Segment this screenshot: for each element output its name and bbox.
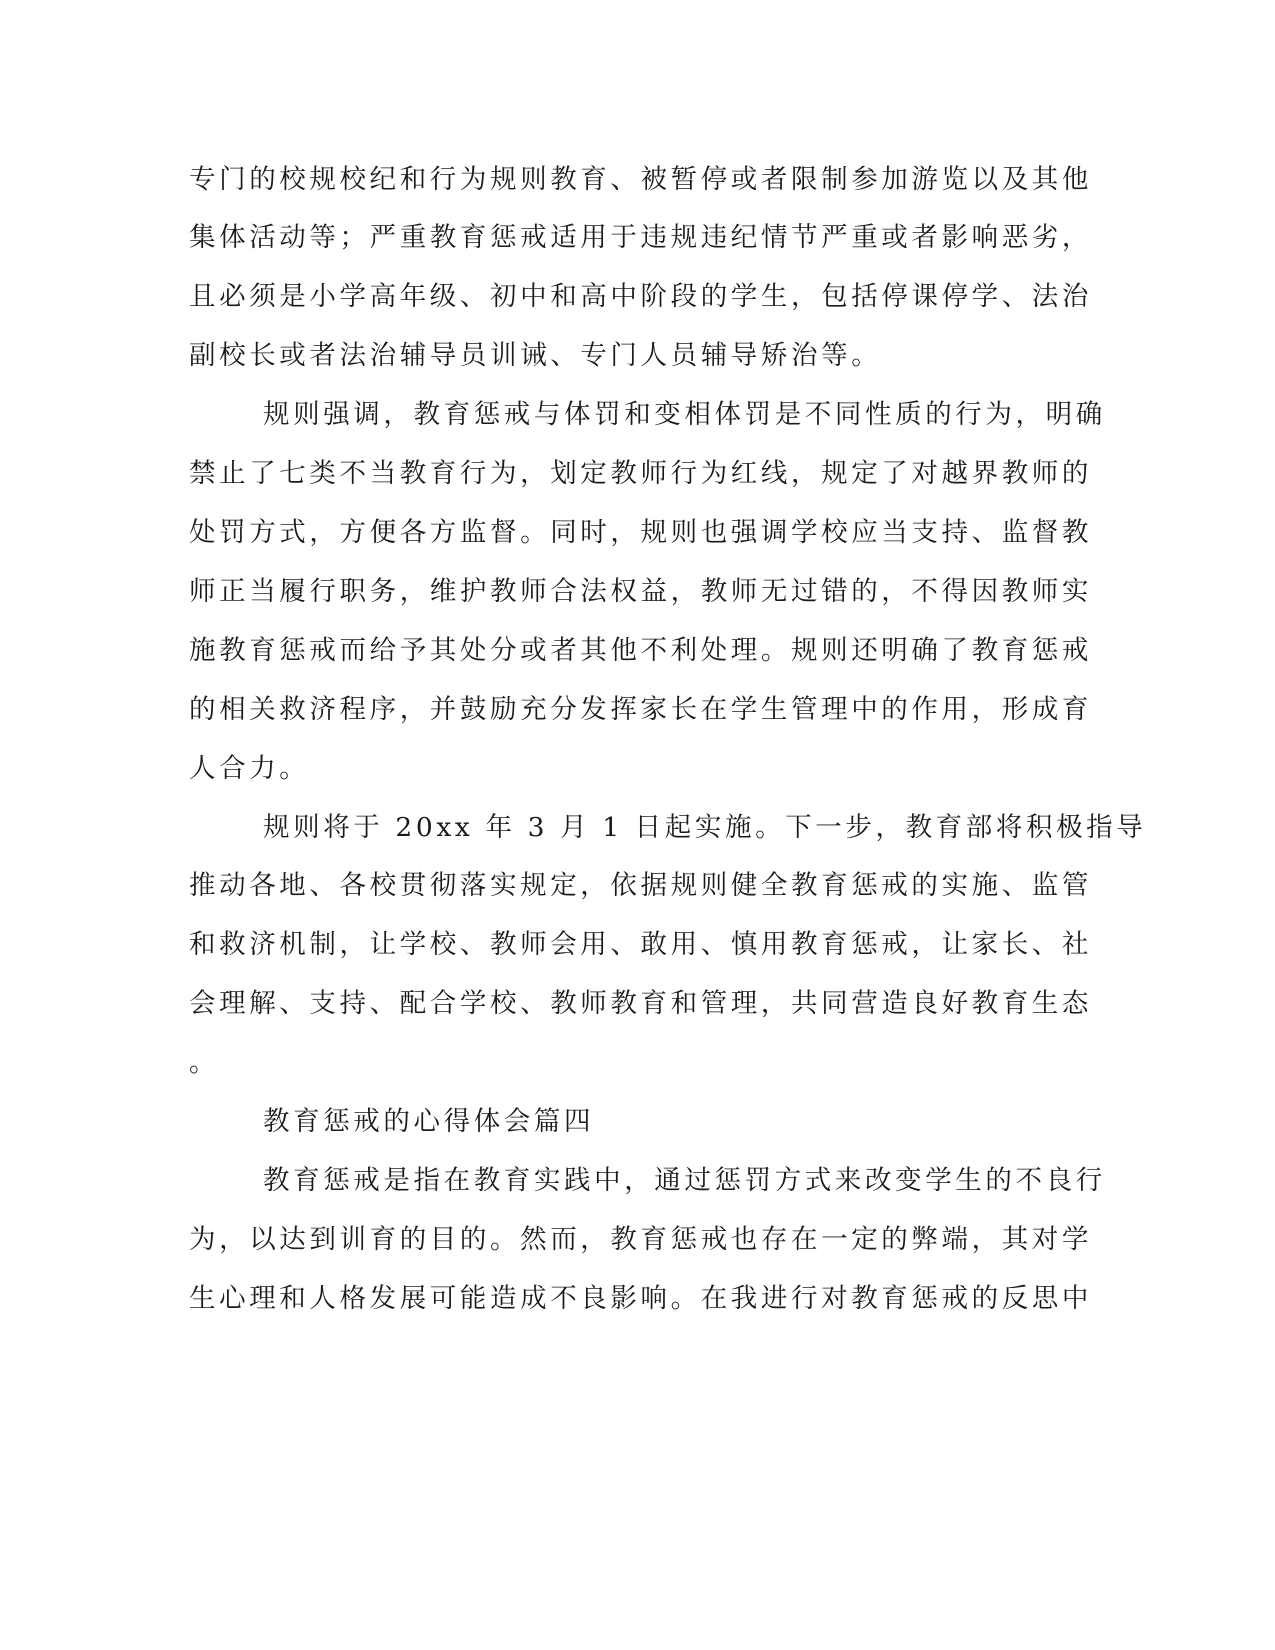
text-line: 为，以达到训育的目的。然而，教育惩戒也存在一定的弊端，其对学: [189, 1224, 1092, 1255]
text-line: 推动各地、各校贯彻落实规定，依据规则健全教育惩戒的实施、监管: [189, 870, 1092, 901]
text-line: 集体活动等；严重教育惩戒适用于违规违纪情节严重或者影响恶劣，: [189, 222, 1092, 253]
text-line: 禁止了七类不当教育行为，划定教师行为红线，规定了对越界教师的: [189, 458, 1092, 489]
text-line: 师正当履行职务，维护教师合法权益，教师无过错的，不得因教师实: [189, 576, 1092, 607]
text-line: 教育惩戒是指在教育实践中，通过惩罚方式来改变学生的不良行: [263, 1165, 1106, 1196]
text-line: 。: [189, 1047, 220, 1078]
text-line: 和救济机制，让学校、教师会用、敢用、慎用教育惩戒，让家长、社: [189, 929, 1092, 960]
text-line: 副校长或者法治辅导员训诫、专门人员辅导矫治等。: [189, 340, 882, 371]
section-heading: 教育惩戒的心得体会篇四: [263, 1106, 595, 1137]
text-line: 生心理和人格发展可能造成不良影响。在我进行对教育惩戒的反思中: [189, 1283, 1092, 1314]
text-line: 的相关救济程序，并鼓励充分发挥家长在学生管理中的作用，形成育: [189, 694, 1092, 725]
text-line: 规则将于 20xx 年 3 月 1 日起实施。下一步，教育部将积极指导: [263, 812, 1147, 843]
text-line: 人合力。: [189, 753, 310, 784]
text-line: 且必须是小学高年级、初中和高中阶段的学生，包括停课停学、法治: [189, 281, 1092, 312]
text-line: 专门的校规校纪和行为规则教育、被暂停或者限制参加游览以及其他: [189, 164, 1092, 195]
text-line: 规则强调，教育惩戒与体罚和变相体罚是不同性质的行为，明确: [263, 399, 1106, 430]
text-line: 施教育惩戒而给予其处分或者其他不利处理。规则还明确了教育惩戒: [189, 635, 1092, 666]
text-line: 处罚方式，方便各方监督。同时，规则也强调学校应当支持、监督教: [189, 517, 1092, 548]
text-line: 会理解、支持、配合学校、教师教育和管理，共同营造良好教育生态: [189, 988, 1092, 1019]
